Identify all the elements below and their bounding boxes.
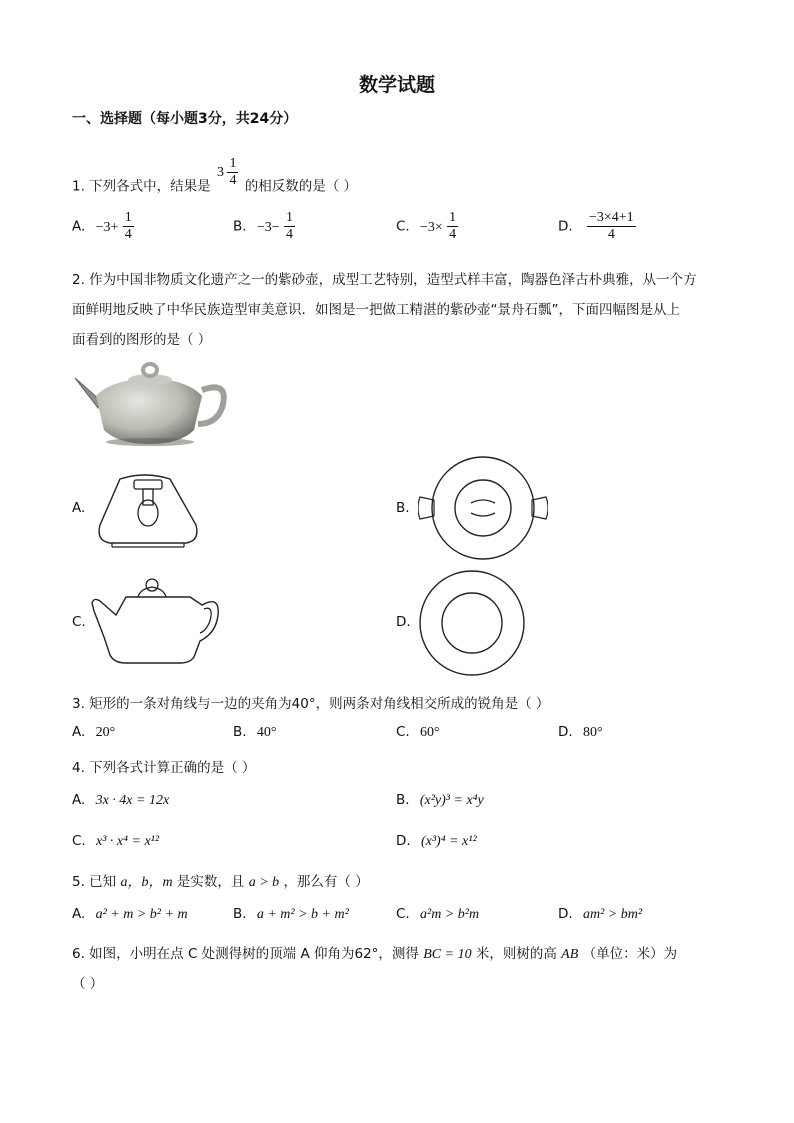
option-value: 80°: [582, 725, 603, 740]
option-label: C.: [72, 833, 86, 849]
option-expr: −3−: [256, 219, 280, 235]
option-label: A.: [72, 906, 86, 922]
q5-option-a: [72, 906, 188, 923]
q2-line-2: 面鲜明地反映了中华民族造型审美意识．如图是一把做工精湛的紫砂壶“景舟石瓢”，下面四幅图是从上: [72, 302, 680, 318]
q5-variables: a，b，m: [120, 875, 173, 890]
q3-option-a: [72, 724, 115, 741]
option-expr: (x²y)³ = x⁴y: [419, 793, 484, 808]
q4-stem: 4. 下列各式计算正确的是（ ）: [72, 760, 256, 776]
q2-figure-a: [90, 465, 210, 550]
frac-den: 4: [607, 227, 615, 243]
frac-den: 4: [285, 227, 293, 243]
frac-num: 1: [123, 210, 134, 227]
q5-stem-middle: 是实数，且: [176, 874, 245, 890]
q1-option-a: [72, 210, 134, 243]
q5-option-c: [396, 906, 479, 923]
frac-num: −3×4+1: [587, 210, 636, 227]
q6-stem-end: （单位：米）为: [582, 946, 678, 962]
option-expr: am² > bm²: [582, 907, 643, 922]
option-value: 40°: [256, 725, 277, 740]
q1-option-b: [233, 210, 295, 243]
option-expr: −3×: [420, 219, 443, 235]
option-value: 20°: [95, 725, 116, 740]
option-expr: a²m > b²m: [420, 907, 480, 922]
option-label: B.: [233, 724, 247, 740]
option-label: D.: [558, 218, 573, 235]
q2-figure-d: [418, 569, 528, 677]
q1-stem-end: 的相反数的是（ ）: [244, 178, 358, 195]
frac-den: 4: [124, 227, 132, 243]
q4-option-d: [396, 833, 477, 850]
q4-option-c: [72, 833, 159, 850]
q5-option-d: [558, 906, 642, 923]
q4-option-a: [72, 792, 169, 809]
option-expr: x³ · x⁴ = x¹²: [96, 834, 160, 849]
section-heading: 一、选择题（每小题3分，共24分）: [72, 111, 298, 127]
q1-option-d: [558, 210, 636, 243]
option-label: D.: [558, 724, 573, 740]
q1-option-c: [396, 210, 458, 243]
option-label: A.: [72, 792, 86, 808]
q1-denominator: 4: [229, 173, 237, 189]
option-label: A.: [72, 724, 86, 740]
q5-stem-start: 5. 已知: [72, 874, 117, 890]
q3-option-c: [396, 724, 440, 741]
option-expr: a + m² > b + m²: [256, 907, 349, 922]
q6-stem-middle: 米，则树的高: [475, 946, 557, 962]
option-label: A.: [72, 218, 86, 235]
option-value: 60°: [420, 725, 440, 740]
q2-figure-b: [418, 455, 548, 561]
q6-line-2: （ ）: [72, 976, 104, 992]
teapot-photo: [70, 360, 230, 450]
q6-ab: AB: [561, 947, 579, 962]
option-expr: 3x · 4x = 12x: [95, 793, 170, 808]
q2-option-d-label: D.: [396, 614, 411, 630]
option-label: B.: [233, 218, 247, 235]
q1-whole: 3: [216, 164, 224, 180]
option-label: D.: [558, 906, 573, 922]
q6-stem-start: 6. 如图，小明在点 C 处测得树的顶端 A 仰角为62°，测得: [72, 946, 419, 962]
page-title: 数学试题: [358, 74, 435, 96]
option-label: D.: [396, 833, 411, 849]
q2-figure-c: [90, 575, 222, 667]
q5-condition: a > b: [248, 875, 280, 890]
question-1-stem: [72, 156, 358, 203]
q3-option-b: [233, 724, 276, 741]
option-expr: −3+: [95, 219, 119, 235]
q5-stem-end: ，那么有（ ）: [283, 874, 369, 890]
frac-den: 4: [449, 227, 457, 243]
option-label: C.: [396, 218, 410, 235]
q1-mixed-number: [217, 156, 239, 189]
option-label: B.: [233, 906, 247, 922]
q4-option-b: [396, 792, 484, 809]
q2-line-3: 面看到的图形的是（ ）: [72, 332, 212, 348]
option-label: C.: [396, 906, 410, 922]
q2-option-b-label: B.: [396, 500, 410, 516]
q1-numerator: 1: [227, 156, 238, 173]
q3-option-d: [558, 724, 603, 741]
option-label: B.: [396, 792, 410, 808]
q2-option-c-label: C.: [72, 614, 86, 630]
q1-stem-start: 1. 下列各式中，结果是: [72, 178, 211, 195]
option-expr: (x³)⁴ = x¹²: [420, 834, 477, 849]
q5-option-b: [233, 906, 349, 923]
q6-stem: [72, 942, 677, 963]
q2-option-a-label: A.: [72, 500, 86, 516]
q5-stem: [72, 870, 369, 891]
frac-num: 1: [284, 210, 295, 227]
option-expr: a² + m > b² + m: [95, 907, 188, 922]
q2-line-1: 2. 作为中国非物质文化遗产之一的紫砂壶，成型工艺特别，造型式样丰富，陶器色泽古朴典雅，从一个方: [72, 272, 697, 288]
q3-stem: 3. 矩形的一条对角线与一边的夹角为40°，则两条对角线相交所成的锐角是（ ）: [72, 696, 550, 712]
option-label: C.: [396, 724, 410, 740]
q6-bc-length: BC = 10: [423, 947, 472, 962]
frac-num: 1: [447, 210, 458, 227]
